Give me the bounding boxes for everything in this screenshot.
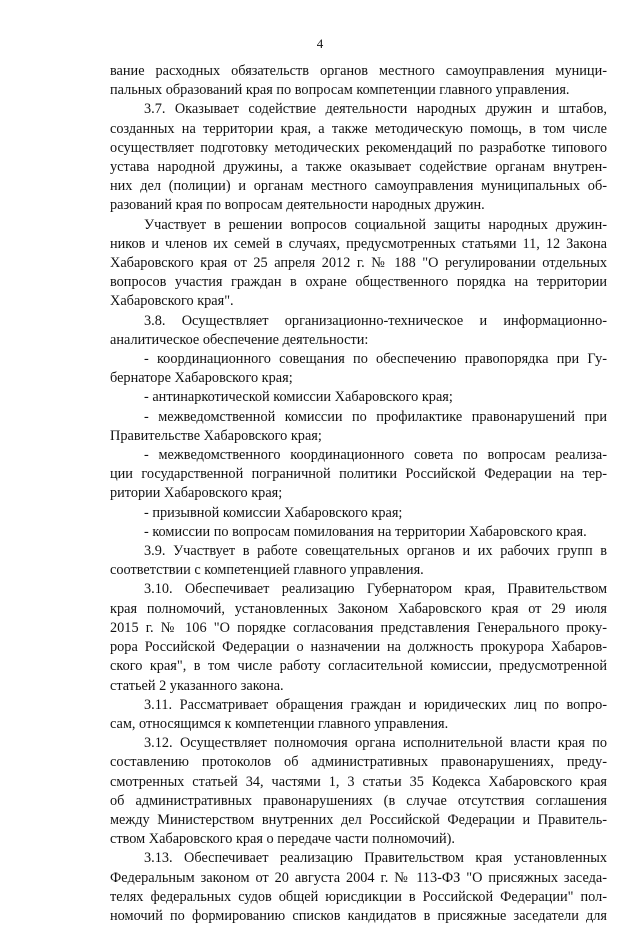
text-line: 3.7. Оказывает содействие деятельности народных дружин и штабов, — [144, 101, 607, 118]
text-line: аналитическое обеспечение деятельности: — [110, 331, 369, 348]
text-line: - межведомственного координационного совета по вопросам реализа- — [144, 447, 607, 464]
text-line: ников и членов их семей в случаях, предусмотренных статьями 11, 12 Закона — [110, 235, 607, 252]
text-line: - комиссии по вопросам помилования на территории Хабаровского края. — [144, 523, 587, 540]
text-line: соответствии с компетенцией главного управления. — [110, 562, 424, 579]
text-line: Правительстве Хабаровского края; — [110, 427, 322, 444]
text-line: них дел (полиции) и органам местного самоуправления муниципальных об- — [110, 178, 607, 195]
text-line: 3.10. Обеспечивает реализацию Губернатором края, Правительством — [144, 581, 607, 598]
text-line: осуществляет подготовку методических рекомендаций по разработке типового — [110, 139, 607, 156]
document-body — [110, 62, 607, 926]
text-line: рора Российской Федерации о назначении на должность прокурора Хабаров- — [110, 639, 607, 656]
text-line: вопросов участия граждан в охране общественного порядка на территории — [110, 274, 607, 291]
text-line: ции государственной пограничной политики Российской Федерации на тер- — [110, 466, 607, 483]
text-line: смотренных статьей 34, частями 1, 3 статьи 35 Кодекса Хабаровского края — [110, 773, 607, 790]
text-line: статьей 2 указанного закона. — [110, 677, 284, 694]
text-line: Хабаровского края от 25 апреля 2012 г. № 188 "О регулировании отдельных — [110, 255, 607, 272]
page-number: 4 — [316, 36, 324, 51]
text-line: между Министерством внутренних дел Российской Федерации и Правитель- — [110, 811, 607, 828]
text-line: Федеральным законом от 20 августа 2004 г. № 113-ФЗ "О присяжных заседа- — [110, 869, 607, 886]
text-line: ского края", в том числе работу согласительной комиссии, предусмотренной — [110, 658, 607, 675]
text-line: - межведомственной комиссии по профилактике правонарушений при — [144, 408, 607, 425]
text-line: - координационного совещания по обеспечению правопорядка при Гу- — [144, 351, 607, 368]
text-line: - антинаркотической комиссии Хабаровского края; — [144, 389, 453, 406]
text-line: номочий по формированию списков кандидатов в присяжные заседатели для — [110, 907, 607, 924]
text-line: пальных образований края по вопросам компетенции главного управления. — [110, 82, 570, 99]
text-line: Хабаровского края". — [110, 293, 234, 310]
text-line: телях федеральных судов общей юрисдикции в Российской Федерации" пол- — [110, 888, 607, 905]
text-line: - призывной комиссии Хабаровского края; — [144, 504, 403, 521]
text-line: ством Хабаровского края о передаче части полномочий). — [110, 831, 455, 848]
text-line: об административных правонарушениях (в случае отсутствия соглашения — [110, 792, 607, 809]
text-line: Участвует в решении вопросов социальной защиты народных дружин- — [144, 216, 607, 233]
text-line: созданных на территории края, а также методическую помощь, в том числе — [110, 120, 607, 137]
text-line: ритории Хабаровского края; — [110, 485, 283, 502]
text-line: края полномочий, установленных Законом Хабаровского края от 29 июля — [110, 600, 607, 617]
text-line: 3.9. Участвует в работе совещательных органов и их рабочих групп в — [144, 543, 607, 560]
text-line: 2015 г. № 106 "О порядке согласования представления Генерального проку- — [110, 619, 607, 636]
text-line: разований края по вопросам деятельности народных дружин. — [110, 197, 485, 214]
text-line: 3.13. Обеспечивает реализацию Правительством края установленных — [144, 850, 607, 867]
text-line: вание расходных обязательств органов местного самоуправления муници- — [110, 63, 607, 79]
text-line: 3.12. Осуществляет полномочия органа исполнительной власти края по — [144, 735, 607, 752]
text-line: устава народной дружины, а также оказывает содействие органам внутрен- — [110, 159, 607, 176]
text-line: 3.8. Осуществляет организационно-техническое и информационно- — [144, 312, 607, 329]
text-line: составлению протоколов об административных правонарушениях, преду- — [110, 754, 607, 771]
text-line: 3.11. Рассматривает обращения граждан и юридических лиц по вопро- — [144, 696, 607, 713]
text-line: сам, относящимся к компетенции главного управления. — [110, 715, 449, 732]
text-line: бернаторе Хабаровского края; — [110, 370, 293, 387]
